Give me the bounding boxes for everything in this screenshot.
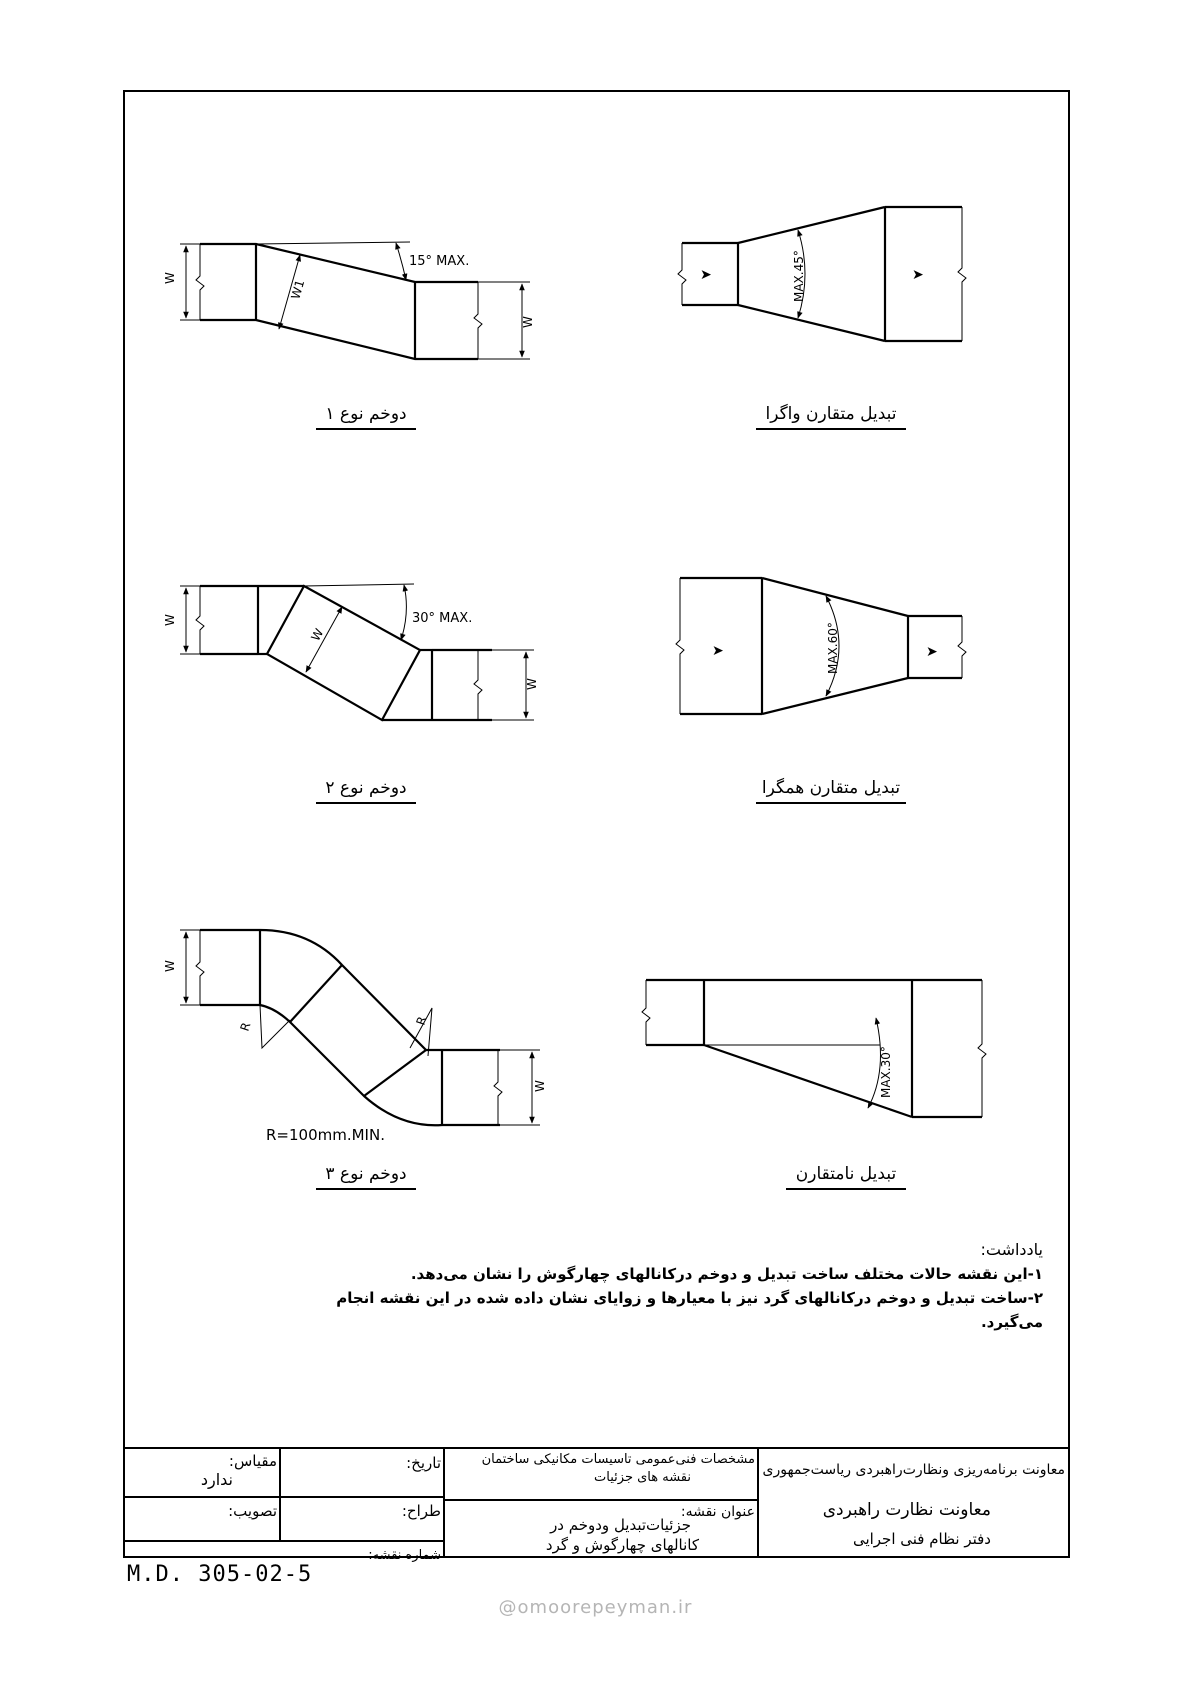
scale-value: ندارد — [200, 1470, 233, 1489]
offset3-w-label-right: W — [533, 1080, 547, 1092]
offset3-radius-note: R=100mm.MIN. — [266, 1126, 385, 1144]
notes-block — [283, 1238, 1043, 1334]
offset1-caption-underline — [316, 428, 416, 430]
convergent-caption-underline — [756, 802, 906, 804]
notes-heading: یادداشت: — [980, 1240, 1043, 1259]
offset3-r-label-left: R — [237, 1020, 254, 1033]
convergent-angle-label: MAX.60° — [826, 622, 840, 674]
offset3-r-label-right: R — [413, 1014, 430, 1027]
offset2-angle-label: 30° MAX. — [412, 611, 473, 626]
approval-label: تصویب: — [228, 1502, 277, 1520]
offset-type2-drawing — [180, 584, 534, 720]
org-line2: معاونت نظارت راهبردی — [822, 1500, 991, 1520]
offset3-caption: دوخم نوع ۳ — [325, 1164, 407, 1184]
asymmetric-caption-underline — [786, 1188, 906, 1190]
designer-label: طراح: — [401, 1502, 441, 1520]
org-line3: دفتر نظام فنی اجرایی — [852, 1530, 991, 1548]
drawing-no-label: شماره نقشه: — [368, 1548, 441, 1563]
drawing-number: M.D. 305-02-5 — [127, 1562, 313, 1587]
asymmetric-transition-drawing — [642, 980, 986, 1117]
offset2-caption: دوخم نوع ۲ — [325, 778, 407, 798]
offset2-caption-underline — [316, 802, 416, 804]
divergent-caption-underline — [756, 428, 906, 430]
spec-line1: مشخصات فنی‌عمومی تاسیسات مکانیکی ساختمان — [481, 1452, 755, 1467]
offset1-w-label-right: W — [521, 316, 535, 328]
asymmetric-angle-label: MAX.30° — [879, 1046, 893, 1098]
offset1-caption: دوخم نوع ۱ — [325, 404, 407, 424]
watermark-text: @omoorepeyman.ir — [498, 1597, 693, 1618]
offset2-w-label-right: W — [525, 678, 539, 690]
divergent-flow-arrow-in: ➤ — [700, 267, 712, 283]
scale-label: مقیاس: — [228, 1452, 277, 1470]
note-item-1: ۱-این نقشه حالات مختلف ساخت تبدیل و دوخم درکانالهای چهارگوش را نشان می‌دهد. — [410, 1265, 1043, 1283]
offset1-w-label: W — [163, 272, 177, 284]
convergent-caption: تبدیل متقارن همگرا — [761, 778, 901, 798]
convergent-flow-arrow-in: ➤ — [712, 643, 724, 659]
offset-type1-drawing — [180, 242, 530, 359]
offset3-w-label: W — [163, 960, 177, 972]
offset-type3-drawing — [180, 930, 540, 1132]
drawing-title-label: عنوان نقشه: — [680, 1504, 755, 1520]
offset1-duct-bottom — [200, 320, 478, 359]
asymmetric-caption: تبدیل نامتقارن — [795, 1164, 897, 1184]
offset2-w-label-mid: W — [308, 626, 327, 644]
convergent-flow-arrow-out: ➤ — [926, 644, 938, 660]
offset1-angle-label: 15° MAX. — [409, 254, 470, 269]
drawing-title-line1: جزئیات‌تبدیل ودوخم در — [550, 1516, 691, 1534]
divergent-flow-arrow-out: ➤ — [912, 267, 924, 283]
offset1-w1-label: W1 — [288, 278, 308, 301]
divergent-caption: تبدیل متقارن واگرا — [765, 404, 897, 424]
offset2-w-label: W — [163, 614, 177, 626]
drawing-title-line2: کانالهای چهارگوش و گرد — [545, 1536, 699, 1554]
divergent-angle-label: MAX.45° — [792, 250, 806, 302]
offset3-caption-underline — [316, 1188, 416, 1190]
date-label: تاریخ: — [406, 1454, 441, 1472]
spec-line2: نقشه های جزئیات — [594, 1470, 691, 1485]
note-item-2: ۲-ساخت تبدیل و دوخم درکانالهای گرد نیز با معیارها و زوایای نشان داده شده در این نقشه انجام می‌گیرد. — [336, 1289, 1043, 1331]
org-line1: معاونت برنامه‌ریزی ونظارت‌راهبردی ریاست‌جمهوری — [762, 1462, 1065, 1478]
